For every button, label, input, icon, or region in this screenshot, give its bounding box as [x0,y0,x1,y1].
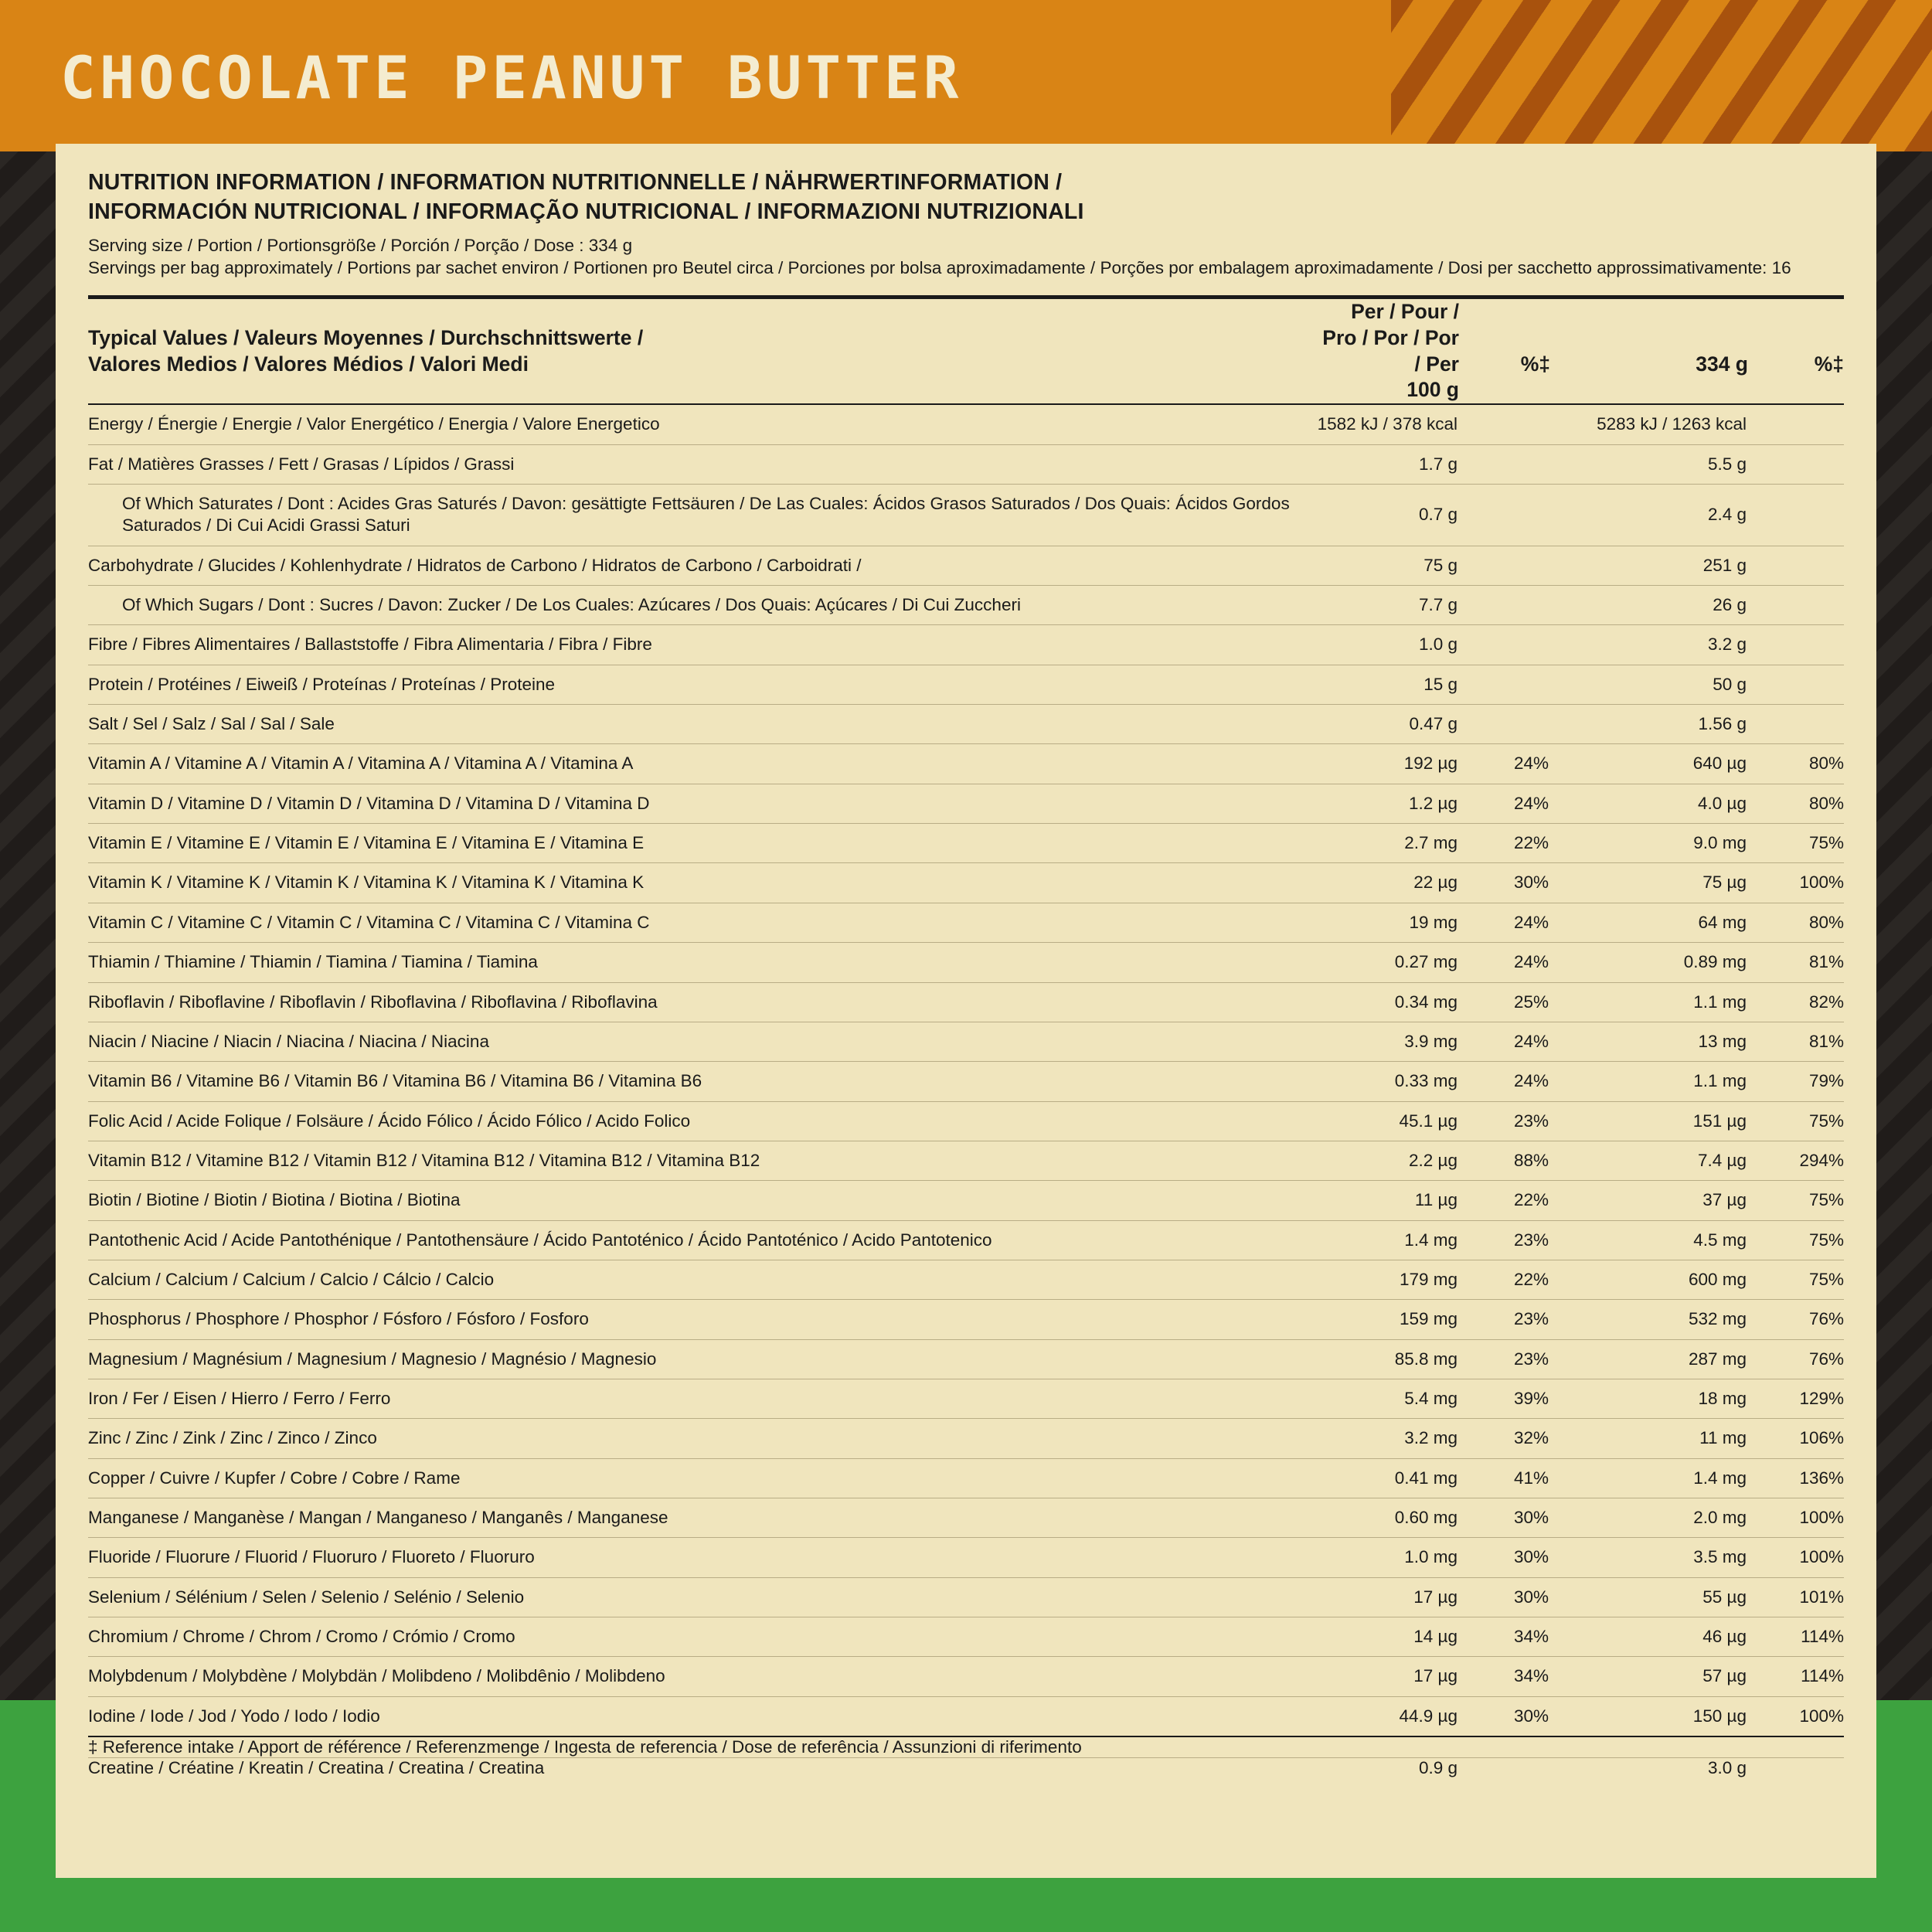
table-row [88,1419,1844,1458]
nutrient-pct-100g: 30% [1465,1498,1553,1537]
nutrition-table-footer [88,1736,1844,1778]
nutrient-value-334g: 75 µg [1553,863,1754,903]
nutrient-pct-334g: 75% [1754,1181,1844,1220]
nutrition-heading-line-1: NUTRITION INFORMATION / INFORMATION NUTRITIONNELLE / NÄHRWERTINFORMATION / [88,170,1063,195]
servings-per-bag-text: Servings per bag approximately / Portions par sachet environ / Portionen pro Beutel circa / Porciones por bolsa aproximadamente / Porções por embalagem aproximadamente / Dosi per sacchetto approssimativamente: 16 [88,258,1791,278]
nutrient-pct-334g: 75% [1754,824,1844,863]
nutrient-value-100g: 0.34 mg [1318,982,1465,1022]
table-row [88,444,1844,484]
nutrient-value-100g: 192 µg [1318,744,1465,784]
nutrient-pct-334g: 82% [1754,982,1844,1022]
nutrient-pct-100g: 24% [1465,903,1553,942]
nutrition-table [88,295,1844,1778]
nutrition-table-body [88,297,1844,404]
table-row [88,1101,1844,1141]
creatine-pct-334g [1754,1758,1844,1779]
nutrient-value-100g: 1.7 g [1318,444,1465,484]
nutrient-value-334g: 18 mg [1553,1379,1754,1418]
nutrient-value-100g: 3.9 mg [1318,1022,1465,1061]
nutrient-pct-334g: 80% [1754,784,1844,823]
table-row [88,1220,1844,1260]
nutrient-pct-100g: 25% [1465,982,1553,1022]
table-row [88,784,1844,823]
nutrient-pct-100g: 22% [1465,824,1553,863]
nutrient-value-100g: 0.7 g [1318,485,1465,546]
table-row [88,1657,1844,1696]
nutrient-pct-100g [1465,444,1553,484]
table-header-row [88,297,1844,404]
nutrient-pct-334g: 114% [1754,1617,1844,1657]
nutrient-pct-100g: 22% [1465,1181,1553,1220]
nutrient-pct-100g [1465,586,1553,625]
reference-intake-footnote: ‡ Reference intake / Apport de référence / Referenzmenge / Ingesta de referencia / Dose de referência / Assunzioni di riferimento [88,1736,1844,1758]
nutrient-value-100g: 5.4 mg [1318,1379,1465,1418]
nutrient-value-334g: 4.5 mg [1553,1220,1754,1260]
nutrient-value-100g: 17 µg [1318,1577,1465,1617]
nutrition-heading-line-2: INFORMACIÓN NUTRICIONAL / INFORMAÇÃO NUTRICIONAL / INFORMAZIONI NUTRIZIONALI [88,199,1084,224]
nutrient-label: Zinc / Zinc / Zink / Zinc / Zinco / Zinco [88,1419,1318,1458]
serving-size-text: Serving size / Portion / Portionsgröße / Porción / Porção / Dose : 334 g [88,236,633,256]
nutrient-value-100g: 14 µg [1318,1617,1465,1657]
nutrient-value-334g: 3.2 g [1553,625,1754,665]
nutrient-label: Niacin / Niacine / Niacin / Niacina / Niacina / Niacina [88,1022,1318,1061]
nutrient-pct-334g: 100% [1754,863,1844,903]
nutrient-pct-100g: 22% [1465,1260,1553,1299]
header-typical-values-line-2: Valores Medios / Valores Médios / Valori Medi [88,352,529,376]
nutrient-pct-100g: 24% [1465,943,1553,982]
nutrient-value-334g: 37 µg [1553,1181,1754,1220]
nutrient-value-100g: 1.0 mg [1318,1538,1465,1577]
nutrient-label: Riboflavin / Riboflavine / Riboflavin / Riboflavina / Riboflavina / Riboflavina [88,982,1318,1022]
nutrient-value-334g: 3.5 mg [1553,1538,1754,1577]
nutrient-pct-334g: 75% [1754,1220,1844,1260]
nutrient-pct-100g [1465,546,1553,585]
table-row [88,1300,1844,1339]
nutrient-label: Iodine / Iode / Jod / Yodo / Iodo / Iodio [88,1696,1318,1736]
nutrition-heading [88,168,1844,226]
nutrient-pct-100g: 30% [1465,1696,1553,1736]
nutrient-pct-100g [1465,485,1553,546]
nutrient-pct-100g: 39% [1465,1379,1553,1418]
table-row [88,1062,1844,1101]
nutrient-value-100g: 3.2 mg [1318,1419,1465,1458]
table-row [88,546,1844,585]
nutrient-value-100g: 0.47 g [1318,705,1465,744]
nutrient-label: Energy / Énergie / Energie / Valor Energético / Energia / Valore Energetico [88,404,1318,444]
nutrient-value-334g: 55 µg [1553,1577,1754,1617]
table-row [88,665,1844,704]
nutrient-value-334g: 64 mg [1553,903,1754,942]
nutrient-pct-334g [1754,444,1844,484]
nutrient-pct-334g: 75% [1754,1260,1844,1299]
nutrient-label: Vitamin D / Vitamine D / Vitamin D / Vitamina D / Vitamina D / Vitamina D [88,784,1318,823]
table-row [88,1181,1844,1220]
nutrient-pct-100g: 23% [1465,1339,1553,1379]
nutrient-pct-100g: 41% [1465,1458,1553,1498]
nutrient-value-334g: 5283 kJ / 1263 kcal [1553,404,1754,444]
nutrient-pct-334g: 76% [1754,1339,1844,1379]
nutrient-pct-334g [1754,485,1844,546]
nutrient-value-100g: 11 µg [1318,1181,1465,1220]
nutrient-value-100g: 179 mg [1318,1260,1465,1299]
nutrient-value-100g: 1582 kJ / 378 kcal [1318,404,1465,444]
nutrient-value-100g: 15 g [1318,665,1465,704]
nutrient-label: Fat / Matières Grasses / Fett / Grasas / Lípidos / Grassi [88,444,1318,484]
nutrient-value-100g: 0.33 mg [1318,1062,1465,1101]
nutrient-value-334g: 251 g [1553,546,1754,585]
nutrient-label: Pantothenic Acid / Acide Pantothénique / Pantothensäure / Ácido Pantoténico / Ácido Pantoténico / Acido Pantotenico [88,1220,1318,1260]
table-row [88,863,1844,903]
header-pct2-label: %‡ [1814,352,1844,376]
header-pct1-label: %‡ [1520,352,1550,376]
nutrient-label: Manganese / Manganèse / Mangan / Manganeso / Manganês / Manganese [88,1498,1318,1537]
nutrition-panel [56,144,1876,1878]
table-row [88,1379,1844,1418]
table-row [88,1577,1844,1617]
nutrient-pct-334g [1754,546,1844,585]
nutrient-label: Magnesium / Magnésium / Magnesium / Magnesio / Magnésio / Magnesio [88,1339,1318,1379]
table-row [88,744,1844,784]
table-row [88,1498,1844,1537]
nutrient-value-100g: 75 g [1318,546,1465,585]
nutrient-value-334g: 2.4 g [1553,485,1754,546]
reference-intake-footnote-row [88,1736,1844,1758]
nutrient-pct-334g [1754,705,1844,744]
header-typical-values [88,297,1318,404]
nutrient-value-334g: 50 g [1553,665,1754,704]
nutrient-label: Vitamin C / Vitamine C / Vitamin C / Vitamina C / Vitamina C / Vitamina C [88,903,1318,942]
page-title: CHOCOLATE PEANUT BUTTER [60,43,963,112]
nutrient-value-334g: 4.0 µg [1553,784,1754,823]
table-row [88,982,1844,1022]
table-row [88,485,1844,546]
nutrient-pct-100g: 30% [1465,863,1553,903]
header-col-334g [1553,297,1754,404]
nutrient-value-100g: 22 µg [1318,863,1465,903]
nutrient-value-100g: 7.7 g [1318,586,1465,625]
header-col-pct2 [1754,297,1844,404]
nutrient-value-100g: 17 µg [1318,1657,1465,1696]
nutrient-pct-334g: 100% [1754,1538,1844,1577]
nutrient-value-100g: 1.4 mg [1318,1220,1465,1260]
nutrient-pct-100g: 23% [1465,1101,1553,1141]
nutrient-pct-334g: 100% [1754,1696,1844,1736]
nutrient-pct-100g [1465,665,1553,704]
nutrient-label: Of Which Saturates / Dont : Acides Gras Saturés / Davon: gesättigte Fettsäuren / De Las Cuales: Ácidos Grasos Saturados / Dos Quais: Ácidos Gordos Saturados / Di Cui Acidi Grassi Saturi [88,485,1318,546]
nutrient-value-334g: 600 mg [1553,1260,1754,1299]
nutrient-label: Salt / Sel / Salz / Sal / Sal / Sale [88,705,1318,744]
table-row [88,1696,1844,1736]
table-row [88,1022,1844,1061]
header-col-pct1 [1465,297,1553,404]
nutrient-value-334g: 151 µg [1553,1101,1754,1141]
nutrient-value-100g: 45.1 µg [1318,1101,1465,1141]
nutrient-pct-100g: 24% [1465,784,1553,823]
nutrient-label: Thiamin / Thiamine / Thiamin / Tiamina / Tiamina / Tiamina [88,943,1318,982]
nutrient-pct-334g: 81% [1754,943,1844,982]
nutrient-value-334g: 1.1 mg [1553,982,1754,1022]
nutrient-label: Of Which Sugars / Dont : Sucres / Davon: Zucker / De Los Cuales: Azúcares / Dos Quais: Açúcares / Di Cui Zuccheri [88,586,1318,625]
table-row [88,1538,1844,1577]
nutrient-value-334g: 57 µg [1553,1657,1754,1696]
nutrient-value-334g: 26 g [1553,586,1754,625]
header-typical-values-line-1: Typical Values / Valeurs Moyennes / Durchschnittswerte / [88,325,644,349]
nutrient-label: Biotin / Biotine / Biotin / Biotina / Biotina / Biotina [88,1181,1318,1220]
serving-info [88,234,1844,280]
nutrient-pct-334g [1754,404,1844,444]
nutrient-pct-100g: 24% [1465,1062,1553,1101]
nutrient-value-100g: 2.2 µg [1318,1141,1465,1180]
nutrient-label: Selenium / Sélénium / Selen / Selenio / Selénio / Selenio [88,1577,1318,1617]
table-row [88,903,1844,942]
nutrient-pct-100g: 24% [1465,744,1553,784]
table-row [88,1339,1844,1379]
nutrient-value-334g: 5.5 g [1553,444,1754,484]
nutrient-pct-100g [1465,625,1553,665]
nutrient-pct-334g: 114% [1754,1657,1844,1696]
header-stripe-decoration [1391,0,1932,151]
nutrient-pct-334g: 76% [1754,1300,1844,1339]
nutrient-value-100g: 1.0 g [1318,625,1465,665]
nutrient-value-100g: 0.41 mg [1318,1458,1465,1498]
nutrient-pct-334g: 136% [1754,1458,1844,1498]
table-row [88,705,1844,744]
nutrient-pct-100g: 24% [1465,1022,1553,1061]
nutrient-value-100g: 0.60 mg [1318,1498,1465,1537]
nutrient-pct-100g: 23% [1465,1300,1553,1339]
nutrient-label: Vitamin E / Vitamine E / Vitamin E / Vitamina E / Vitamina E / Vitamina E [88,824,1318,863]
nutrient-value-334g: 13 mg [1553,1022,1754,1061]
nutrient-value-100g: 44.9 µg [1318,1696,1465,1736]
nutrient-label: Calcium / Calcium / Calcium / Calcio / Cálcio / Calcio [88,1260,1318,1299]
nutrient-label: Vitamin A / Vitamine A / Vitamin A / Vitamina A / Vitamina A / Vitamina A [88,744,1318,784]
nutrient-label: Carbohydrate / Glucides / Kohlenhydrate / Hidratos de Carbono / Hidratos de Carbono / Carboidrati / [88,546,1318,585]
nutrient-value-100g: 2.7 mg [1318,824,1465,863]
nutrient-pct-334g: 106% [1754,1419,1844,1458]
creatine-value-100g: 0.9 g [1418,1758,1458,1778]
nutrient-label: Protein / Protéines / Eiweiß / Proteínas / Proteínas / Proteine [88,665,1318,704]
nutrient-pct-100g [1465,404,1553,444]
nutrient-label: Iron / Fer / Eisen / Hierro / Ferro / Ferro [88,1379,1318,1418]
nutrient-pct-100g: 34% [1465,1617,1553,1657]
header-100g-label: 100 g [1406,378,1459,402]
nutrient-pct-334g [1754,586,1844,625]
nutrient-pct-334g [1754,625,1844,665]
nutrient-value-334g: 287 mg [1553,1339,1754,1379]
nutrient-value-334g: 2.0 mg [1553,1498,1754,1537]
nutrient-value-100g: 159 mg [1318,1300,1465,1339]
nutrient-pct-334g: 80% [1754,903,1844,942]
nutrient-value-100g: 19 mg [1318,903,1465,942]
creatine-pct-100g [1465,1758,1553,1779]
creatine-value-334g: 3.0 g [1707,1758,1747,1778]
nutrient-pct-334g: 294% [1754,1141,1844,1180]
nutrient-value-334g: 640 µg [1553,744,1754,784]
table-row [88,1458,1844,1498]
nutrient-pct-334g: 101% [1754,1577,1844,1617]
nutrient-label: Copper / Cuivre / Kupfer / Cobre / Cobre / Rame [88,1458,1318,1498]
nutrient-pct-334g: 80% [1754,744,1844,784]
creatine-label: Creatine / Créatine / Kreatin / Creatina / Creatina / Creatina [88,1758,545,1778]
table-row [88,404,1844,444]
table-row [88,1141,1844,1180]
nutrient-pct-334g: 75% [1754,1101,1844,1141]
nutrient-pct-334g: 129% [1754,1379,1844,1418]
nutrient-label: Chromium / Chrome / Chrom / Cromo / Crómio / Cromo [88,1617,1318,1657]
table-row [88,586,1844,625]
nutrient-label: Molybdenum / Molybdène / Molybdän / Molibdeno / Molibdênio / Molibdeno [88,1657,1318,1696]
nutrition-rows [88,404,1844,1736]
header-per-label: Per / Pour / Pro / Por / Por / Per [1322,299,1459,376]
header-band [0,0,1932,151]
nutrient-value-334g: 46 µg [1553,1617,1754,1657]
nutrient-value-334g: 7.4 µg [1553,1141,1754,1180]
nutrient-pct-100g: 34% [1465,1657,1553,1696]
nutrient-pct-100g: 32% [1465,1419,1553,1458]
nutrient-pct-334g: 81% [1754,1022,1844,1061]
nutrient-label: Fibre / Fibres Alimentaires / Ballaststoffe / Fibra Alimentaria / Fibra / Fibre [88,625,1318,665]
nutrient-value-334g: 532 mg [1553,1300,1754,1339]
nutrient-label: Phosphorus / Phosphore / Phosphor / Fósforo / Fósforo / Fosforo [88,1300,1318,1339]
nutrient-value-334g: 1.1 mg [1553,1062,1754,1101]
table-row [88,943,1844,982]
nutrient-value-334g: 9.0 mg [1553,824,1754,863]
nutrient-value-334g: 1.56 g [1553,705,1754,744]
nutrient-value-100g: 1.2 µg [1318,784,1465,823]
nutrient-value-334g: 11 mg [1553,1419,1754,1458]
nutrient-value-334g: 150 µg [1553,1696,1754,1736]
nutrient-value-334g: 0.89 mg [1553,943,1754,982]
table-row [88,625,1844,665]
nutrient-value-100g: 0.27 mg [1318,943,1465,982]
nutrient-pct-100g: 88% [1465,1141,1553,1180]
nutrient-pct-334g: 79% [1754,1062,1844,1101]
nutrient-pct-334g [1754,665,1844,704]
table-row [88,824,1844,863]
nutrient-label: Vitamin B6 / Vitamine B6 / Vitamin B6 / Vitamina B6 / Vitamina B6 / Vitamina B6 [88,1062,1318,1101]
nutrient-pct-100g [1465,705,1553,744]
creatine-row [88,1758,1844,1779]
nutrient-label: Vitamin K / Vitamine K / Vitamin K / Vitamina K / Vitamina K / Vitamina K [88,863,1318,903]
header-col-100g [1318,297,1465,404]
nutrient-value-334g: 1.4 mg [1553,1458,1754,1498]
nutrient-label: Vitamin B12 / Vitamine B12 / Vitamin B12 / Vitamina B12 / Vitamina B12 / Vitamina B12 [88,1141,1318,1180]
nutrient-label: Fluoride / Fluorure / Fluorid / Fluoruro / Fluoreto / Fluoruro [88,1538,1318,1577]
nutrient-pct-100g: 23% [1465,1220,1553,1260]
header-334g-label: 334 g [1696,352,1748,376]
nutrient-value-100g: 85.8 mg [1318,1339,1465,1379]
nutrient-label: Folic Acid / Acide Folique / Folsäure / Ácido Fólico / Ácido Fólico / Acido Folico [88,1101,1318,1141]
nutrient-pct-100g: 30% [1465,1577,1553,1617]
nutrient-pct-100g: 30% [1465,1538,1553,1577]
nutrient-pct-334g: 100% [1754,1498,1844,1537]
table-row [88,1617,1844,1657]
table-row [88,1260,1844,1299]
